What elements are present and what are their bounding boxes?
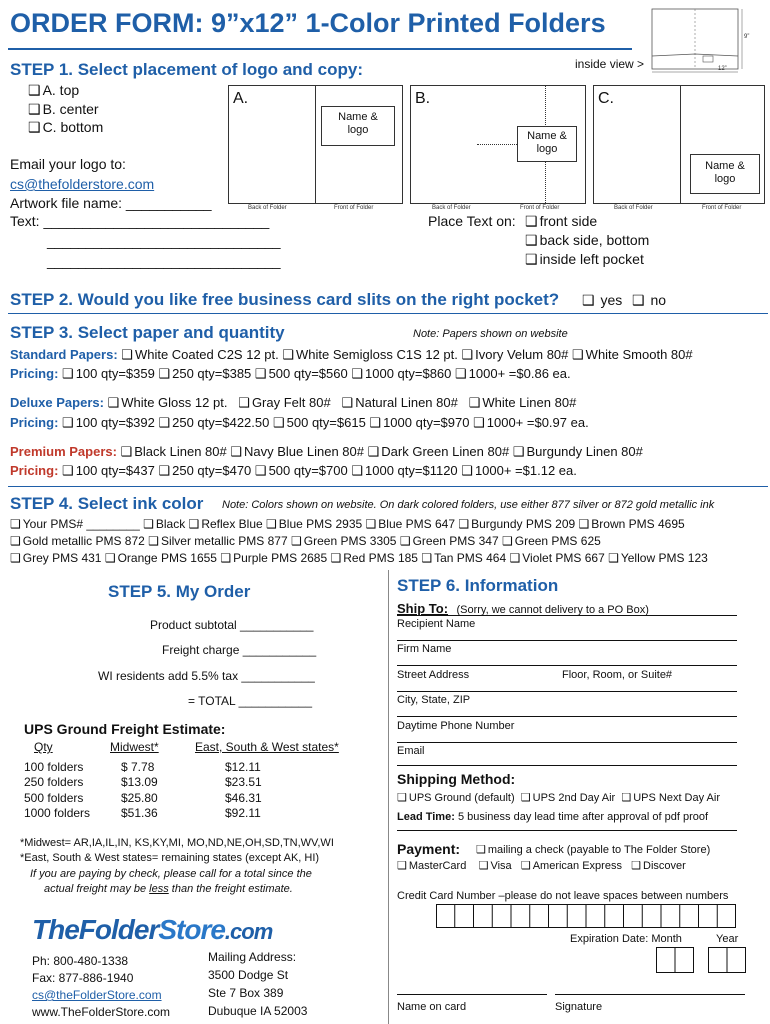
deluxe-pricing-row [10, 415, 589, 431]
panel-c-letter: C. [598, 90, 614, 107]
panel-c-front-label: Front of Folder [702, 205, 742, 211]
ink-option[interactable]: ❑ Your PMS# ________ [10, 517, 140, 531]
price-option[interactable]: ❑ 1000+ =$1.12 ea. [461, 463, 577, 478]
checkbox-icon [632, 292, 647, 308]
pricing-label: Pricing: [10, 415, 59, 430]
amex-option[interactable]: ❑ American Express [521, 860, 622, 872]
mastercard-option[interactable]: ❑ MasterCard [397, 860, 466, 872]
slits-no[interactable]: ❑ no [632, 292, 666, 309]
ink-option[interactable]: ❑ Orange PMS 1655 [105, 551, 217, 565]
midwest-note: *Midwest= AR,IA,IL,IN, KS,KY,MI, MO,ND,NE,OH,SD,TN,WV,WI [20, 837, 334, 849]
checkbox-icon [525, 251, 540, 267]
artwork-file-field[interactable]: Artwork file name: ___________ [10, 195, 212, 211]
paper-option[interactable]: ❑ White Smooth 80# [572, 347, 693, 362]
panel-a-logo: Name & logo [321, 106, 395, 146]
ink-option[interactable]: ❑ Brown PMS 4695 [579, 517, 685, 531]
pricing-label: Pricing: [10, 366, 59, 381]
lead-time-text: 5 business day lead time after approval of pdf proof [457, 811, 709, 823]
ship-to-label: Ship To: [397, 601, 449, 616]
place-text-pocket[interactable]: ❑ inside left pocket [525, 251, 644, 268]
text-field-1[interactable]: Text: _____________________________ [10, 213, 270, 229]
ink-option[interactable]: ❑ Violet PMS 667 [509, 551, 604, 565]
shipping-methods-row [397, 791, 720, 804]
price-option[interactable]: ❑ 1000+ =$0.86 ea. [455, 366, 571, 381]
exp-month-boxes[interactable] [656, 947, 694, 973]
signature-field[interactable]: Signature [555, 994, 745, 1013]
panel-b-logo: Name & logo [517, 126, 577, 162]
ink-row-1 [10, 517, 685, 531]
paper-option[interactable]: ❑ Burgundy Linen 80# [513, 444, 643, 459]
checkbox-icon [28, 82, 43, 98]
panel-a-front-label: Front of Folder [334, 205, 374, 211]
title-rule [8, 48, 632, 50]
discover-option[interactable]: ❑ Discover [631, 860, 686, 872]
column-divider [388, 570, 389, 1024]
paper-option[interactable]: ❑ Natural Linen 80# [342, 395, 458, 410]
phone-field[interactable]: Daytime Phone Number [397, 720, 737, 743]
diagram-dim-h: 9” [744, 34, 750, 40]
step1-heading: STEP 1. Select placement of logo and copy: [10, 60, 363, 79]
website-link[interactable]: www.TheFolderStore.com [32, 1005, 171, 1019]
step2-rule [8, 313, 768, 314]
address-line-1: 3500 Dodge St [208, 968, 289, 982]
panel-b-front-label: Front of Folder [520, 205, 560, 211]
slits-yes[interactable]: ❑ yes [582, 292, 622, 309]
ship-to-note: (Sorry, we cannot delivery to a PO Box) [456, 604, 649, 616]
price-option[interactable]: ❑ 250 qty=$470 [158, 463, 251, 478]
address-line-2: Ste 7 Box 389 [208, 986, 284, 1000]
expiration-label: Expiration Date: Month [570, 933, 682, 945]
firm-name-field[interactable]: Firm Name [397, 643, 737, 666]
total-field[interactable]: = TOTAL ___________ [188, 694, 312, 708]
folder-diagram [648, 8, 748, 74]
step5-heading: STEP 5. My Order [108, 582, 251, 601]
step2-heading: STEP 2. Would you like free business card slits on the right pocket? [10, 290, 560, 309]
ink-option[interactable]: ❑ Green PMS 3305 [291, 534, 396, 548]
card-types-row [397, 859, 686, 872]
city-state-zip-field[interactable]: City, State, ZIP [397, 694, 737, 717]
folderstore-logo: TheFolderStore.com [32, 914, 273, 945]
deluxe-papers-row [10, 395, 576, 411]
ups-2nd-day-option[interactable]: ❑ UPS 2nd Day Air [521, 792, 615, 804]
street-address-field[interactable]: Street Address Floor, Room, or Suite# [397, 669, 737, 692]
ink-option[interactable]: ❑ Tan PMS 464 [421, 551, 506, 565]
paper-option[interactable]: ❑ White Gloss 12 pt. [108, 395, 228, 410]
placement-option-a[interactable]: ❑ A. top [28, 82, 79, 99]
panel-b-letter: B. [415, 90, 431, 107]
check-note-2: actual freight may be less than the freight estimate. [44, 883, 293, 895]
ink-option[interactable]: ❑ Burgundy PMS 209 [458, 517, 575, 531]
price-option[interactable]: ❑ 100 qty=$359 [62, 366, 155, 381]
ink-option[interactable]: ❑ Yellow PMS 123 [608, 551, 708, 565]
ups-next-day-option[interactable]: ❑ UPS Next Day Air [621, 792, 720, 804]
panel-c-logo: Name & logo [690, 154, 760, 194]
placement-option-c[interactable]: ❑ C. bottom [28, 119, 103, 136]
lead-time-label: Lead Time: [397, 811, 455, 823]
east-note: *East, South & West states= remaining states (except AK, HI) [20, 852, 320, 864]
premium-papers-label: Premium Papers: [10, 444, 117, 459]
panel-a-letter: A. [233, 90, 249, 107]
freight-col-midwest: Midwest* [110, 740, 159, 754]
standard-papers-row [10, 347, 693, 363]
price-option[interactable]: ❑ 500 qty=$700 [255, 463, 348, 478]
paper-option[interactable]: ❑ White Coated C2S 12 pt. [121, 347, 278, 362]
pricing-label: Pricing: [10, 463, 59, 478]
paper-option[interactable]: ❑ Navy Blue Linen 80# [230, 444, 364, 459]
paper-option[interactable]: ❑ Ivory Velum 80# [462, 347, 569, 362]
text-field-3[interactable]: ______________________________ [47, 253, 281, 269]
panel-a-back-label: Back of Folder [248, 205, 287, 211]
premium-papers-row [10, 444, 643, 460]
paper-option[interactable]: ❑ Gray Felt 80# [238, 395, 330, 410]
step3-rule [8, 486, 768, 487]
checkbox-icon [525, 232, 540, 248]
pay-check-option[interactable]: ❑ mailing a check (payable to The Folder Store) [476, 843, 710, 856]
lead-time-rule [397, 830, 737, 831]
price-option[interactable]: ❑ 500 qty=$615 [273, 415, 366, 430]
price-option[interactable]: ❑ 1000+ =$0.97 ea. [473, 415, 589, 430]
price-option[interactable]: ❑ 100 qty=$437 [62, 463, 155, 478]
freight-col-qty: Qty [34, 740, 53, 754]
checkbox-icon [582, 292, 597, 308]
ups-ground-option[interactable]: ❑ UPS Ground (default) [397, 792, 515, 804]
paper-option[interactable]: ❑ Dark Green Linen 80# [368, 444, 510, 459]
visa-option[interactable]: ❑ Visa [479, 860, 512, 872]
panel-c-back-label: Back of Folder [614, 205, 653, 211]
mailing-label: Mailing Address: [208, 950, 297, 964]
ink-option[interactable]: ❑ Blue PMS 647 [366, 517, 455, 531]
panel-a [228, 85, 403, 204]
ink-option[interactable]: ❑ Red PMS 185 [331, 551, 418, 565]
step6-heading: STEP 6. Information [397, 576, 559, 595]
standard-papers-label: Standard Papers: [10, 347, 118, 362]
ink-row-3 [10, 551, 708, 565]
step3-heading: STEP 3. Select paper and quantity [10, 323, 285, 342]
place-text-back[interactable]: ❑ back side, bottom [525, 232, 649, 249]
diagram-dim-w: 12” [718, 66, 727, 72]
standard-pricing-row [10, 366, 571, 382]
phone: Ph: 800-480-1338 [32, 954, 129, 968]
ink-option[interactable]: ❑ Green PMS 625 [502, 534, 601, 548]
product-subtotal-field[interactable]: Product subtotal ___________ [150, 618, 314, 632]
ink-option[interactable]: ❑ Purple PMS 2685 [220, 551, 327, 565]
shipping-method-label: Shipping Method: [397, 771, 516, 787]
contact-email-link[interactable]: cs@theFolderStore.com [32, 988, 162, 1002]
inside-view-label: inside view > [575, 57, 645, 71]
exp-year-boxes[interactable] [708, 947, 746, 973]
ink-option[interactable]: ❑ Black [143, 517, 185, 531]
step3-note: Note: Papers shown on website [413, 328, 568, 340]
checkbox-icon [28, 119, 43, 135]
ink-option[interactable]: ❑ Reflex Blue [189, 517, 263, 531]
price-option[interactable]: ❑ 250 qty=$385 [158, 366, 251, 381]
text-field-2[interactable]: ______________________________ [47, 233, 281, 249]
wi-tax-field[interactable]: WI residents add 5.5% tax ___________ [98, 669, 315, 683]
price-option[interactable]: ❑ 1000 qty=$970 [369, 415, 469, 430]
price-option[interactable]: ❑ 1000 qty=$860 [351, 366, 451, 381]
freight-col-east: East, South & West states* [195, 740, 339, 754]
ups-heading: UPS Ground Freight Estimate: [24, 721, 226, 737]
freight-charge-field[interactable]: Freight charge ___________ [162, 643, 317, 657]
ship-to-underline [397, 615, 737, 616]
page-title: ORDER FORM: 9”x12” 1-Color Printed Folders [10, 8, 606, 38]
name-on-card-field[interactable]: Name on card [397, 994, 547, 1013]
check-note: If you are paying by check, please call for a total since the [30, 868, 312, 880]
floor-room-field[interactable]: Floor, Room, or Suite# [562, 669, 673, 681]
panel-b-back-label: Back of Folder [432, 205, 471, 211]
recipient-name-field[interactable]: Recipient Name [397, 618, 737, 641]
premium-pricing-row [10, 463, 577, 479]
price-option[interactable]: ❑ 500 qty=$560 [255, 366, 348, 381]
ink-option[interactable]: ❑ Blue PMS 2935 [266, 517, 362, 531]
ink-option[interactable]: ❑ Grey PMS 431 [10, 551, 101, 565]
deluxe-papers-label: Deluxe Papers: [10, 395, 104, 410]
panel-b [410, 85, 586, 204]
address-line-3: Dubuque IA 52003 [208, 1004, 308, 1018]
checkbox-icon [476, 844, 488, 856]
email-field[interactable]: Email [397, 745, 737, 766]
place-text-front[interactable]: ❑ front side [525, 213, 597, 230]
price-option[interactable]: ❑ 250 qty=$422.50 [158, 415, 269, 430]
ink-option[interactable]: ❑ Silver metallic PMS 877 [148, 534, 287, 548]
lead-time-row [397, 811, 708, 823]
price-option[interactable]: ❑ 100 qty=$392 [62, 415, 155, 430]
cc-number-boxes[interactable] [436, 904, 736, 928]
checkbox-icon [28, 101, 43, 117]
step4-note: Note: Colors shown on website. On dark colored folders, use either 877 silver or 872 gold metallic ink [222, 499, 715, 511]
paper-option[interactable]: ❑ White Semigloss C1S 12 pt. [282, 347, 458, 362]
placement-option-b[interactable]: ❑ B. center [28, 101, 99, 118]
checkbox-icon [525, 213, 540, 229]
ink-option[interactable]: ❑ Green PMS 347 [400, 534, 499, 548]
paper-option[interactable]: ❑ White Linen 80# [469, 395, 577, 410]
paper-option[interactable]: ❑ Black Linen 80# [121, 444, 227, 459]
step4-heading: STEP 4. Select ink color [10, 494, 204, 513]
email-logo-label: Email your logo to: [10, 156, 126, 172]
panel-c [593, 85, 765, 204]
place-text-label: Place Text on: [428, 213, 516, 229]
ink-row-2 [10, 534, 601, 548]
expiration-year-label: Year [716, 933, 739, 945]
cc-number-label: Credit Card Number –please do not leave spaces between numbers [397, 890, 729, 902]
ink-option[interactable]: ❑ Gold metallic PMS 872 [10, 534, 145, 548]
email-link[interactable]: cs@thefolderstore.com [10, 176, 155, 192]
payment-label: Payment: [397, 841, 461, 857]
price-option[interactable]: ❑ 1000 qty=$1120 [351, 463, 457, 478]
fax: Fax: 877-886-1940 [32, 971, 134, 985]
